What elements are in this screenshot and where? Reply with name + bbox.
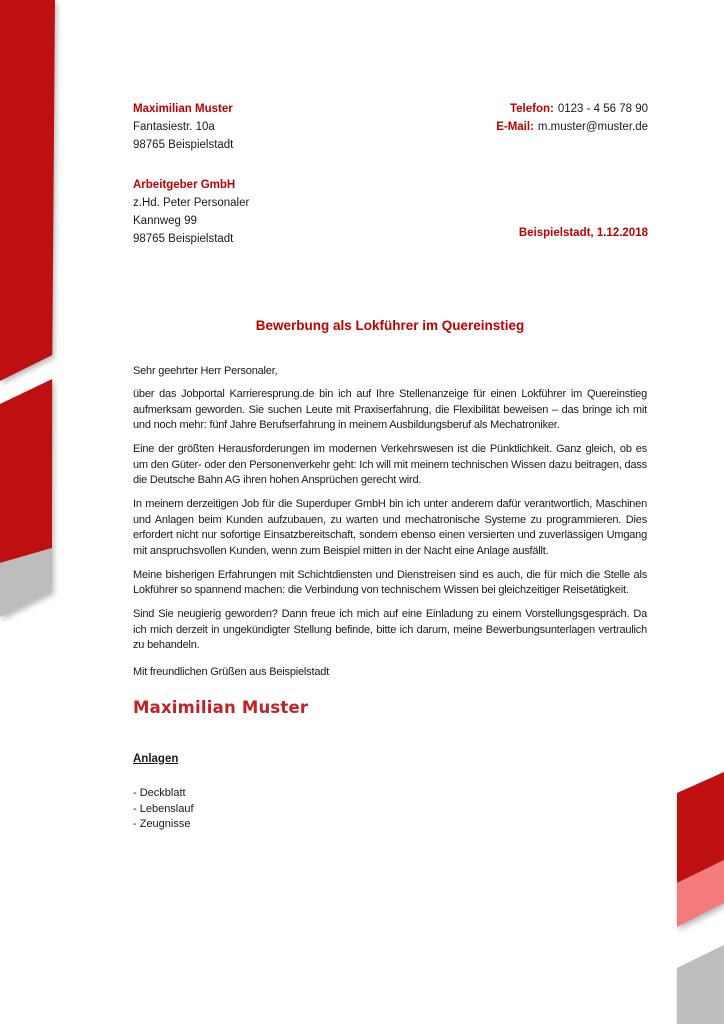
sender-address-block (133, 100, 233, 154)
corner-ribbon-dark-red (677, 772, 724, 883)
attachments-heading: Anlagen (133, 753, 179, 765)
email-label: E-Mail: (496, 121, 534, 133)
left-ribbon-top-red (0, 0, 55, 381)
recipient-company: Arbeitgeber GmbH (133, 179, 236, 191)
recipient-city: 98765 Beispielstadt (133, 233, 234, 245)
email-line (496, 118, 648, 136)
paragraph: Eine der größten Herausforderungen im modernen Verkehrswesen ist die Pünktlichkeit. Ganz gleich, ob es um den Güter- oder den Personenverkehr geht: Ich will mit meinem technischen Wissen dazu beitragen, dass die Deutsche Bahn AG ihren hohen Ansprüchen gerecht wird. (133, 443, 647, 486)
paragraph: Sind Sie neugierig geworden? Dann freue ich mich auf eine Einladung zu einem Vorstellungsgespräch. Da ich mich derzeit in ungekündigter Stellung befinde, bitte ich darum, meine Bewerbungsunterlagen vertraulich zu behandeln. (133, 608, 647, 651)
sender-city: 98765 Beispielstadt (133, 139, 234, 151)
phone-line (496, 100, 648, 118)
corner-ribbon (677, 772, 724, 1024)
sender-name: Maximilian Muster (133, 103, 233, 115)
corner-ribbon-gray (677, 945, 724, 1024)
attachments-section (133, 753, 194, 833)
recipient-street: Kannweg 99 (133, 215, 197, 227)
contact-block (496, 100, 648, 136)
paragraph: über das Jobportal Karrieresprung.de bin ich auf Ihre Stellenanzeige für einen Lokführer im Quereinstieg aufmerksam geworden. Sie suchen Leute mit Praxiserfahrung, die Flexibilität beweisen – das bringe ich mit und noch mehr: fünf Jahre Berufserfahrung in meinem Ausbildungsberuf als Mechatroniker. (133, 388, 647, 431)
sender-street: Fantasiestr. 10a (133, 121, 215, 133)
left-ribbon (0, 0, 55, 617)
attachment-item: - Lebenslauf (133, 802, 194, 815)
recipient-address-block (133, 176, 249, 248)
left-ribbon-gray-tail (0, 548, 52, 617)
corner-ribbon-salmon (677, 860, 724, 927)
attachment-item: - Zeugnisse (133, 818, 191, 830)
recipient-attn: z.Hd. Peter Personaler (133, 197, 250, 209)
left-ribbon-mid-red (0, 379, 52, 563)
signature: Maximilian Muster (133, 698, 309, 717)
closing-line: Mit freundlichen Grüßen aus Beispielstadt (133, 666, 330, 678)
attachment-item: - Deckblatt (133, 787, 186, 799)
date-line: Beispielstadt, 1.12.2018 (518, 227, 648, 239)
letter-body (133, 387, 647, 662)
salutation: Sehr geehrter Herr Personaler, (133, 365, 278, 377)
paragraph: In meinem derzeitigen Job für die Superduper GmbH bin ich unter anderem dafür verantwortlich, Maschinen und Anlagen beim Kunden aufzubauen, zu warten und mechatronische Systeme zu programmieren. Dies erfordert nicht nur sofortige Einsatzbereitschaft, sondern ebenso einen versierten und zuverlässigen Umgang mit anspruchsvollen Kunden, wenn zum Beispiel mitten in der Nacht eine Anlage ausfällt. (133, 498, 647, 557)
phone-label: Telefon: (509, 103, 554, 115)
email-address: m.muster@muster.de (537, 121, 648, 133)
phone-number: 0123 - 4 56 78 90 (557, 103, 648, 115)
paragraph: Meine bisherigen Erfahrungen mit Schichtdiensten und Dienstreisen sind es auch, die für mich die Stelle als Lokführer so spannend machen: die Verbindung von technischem Wissen bei gleichzeitiger Reisetätigkeit. (133, 568, 647, 596)
subject-line: Bewerbung als Lokführer im Quereinstieg (255, 318, 525, 333)
